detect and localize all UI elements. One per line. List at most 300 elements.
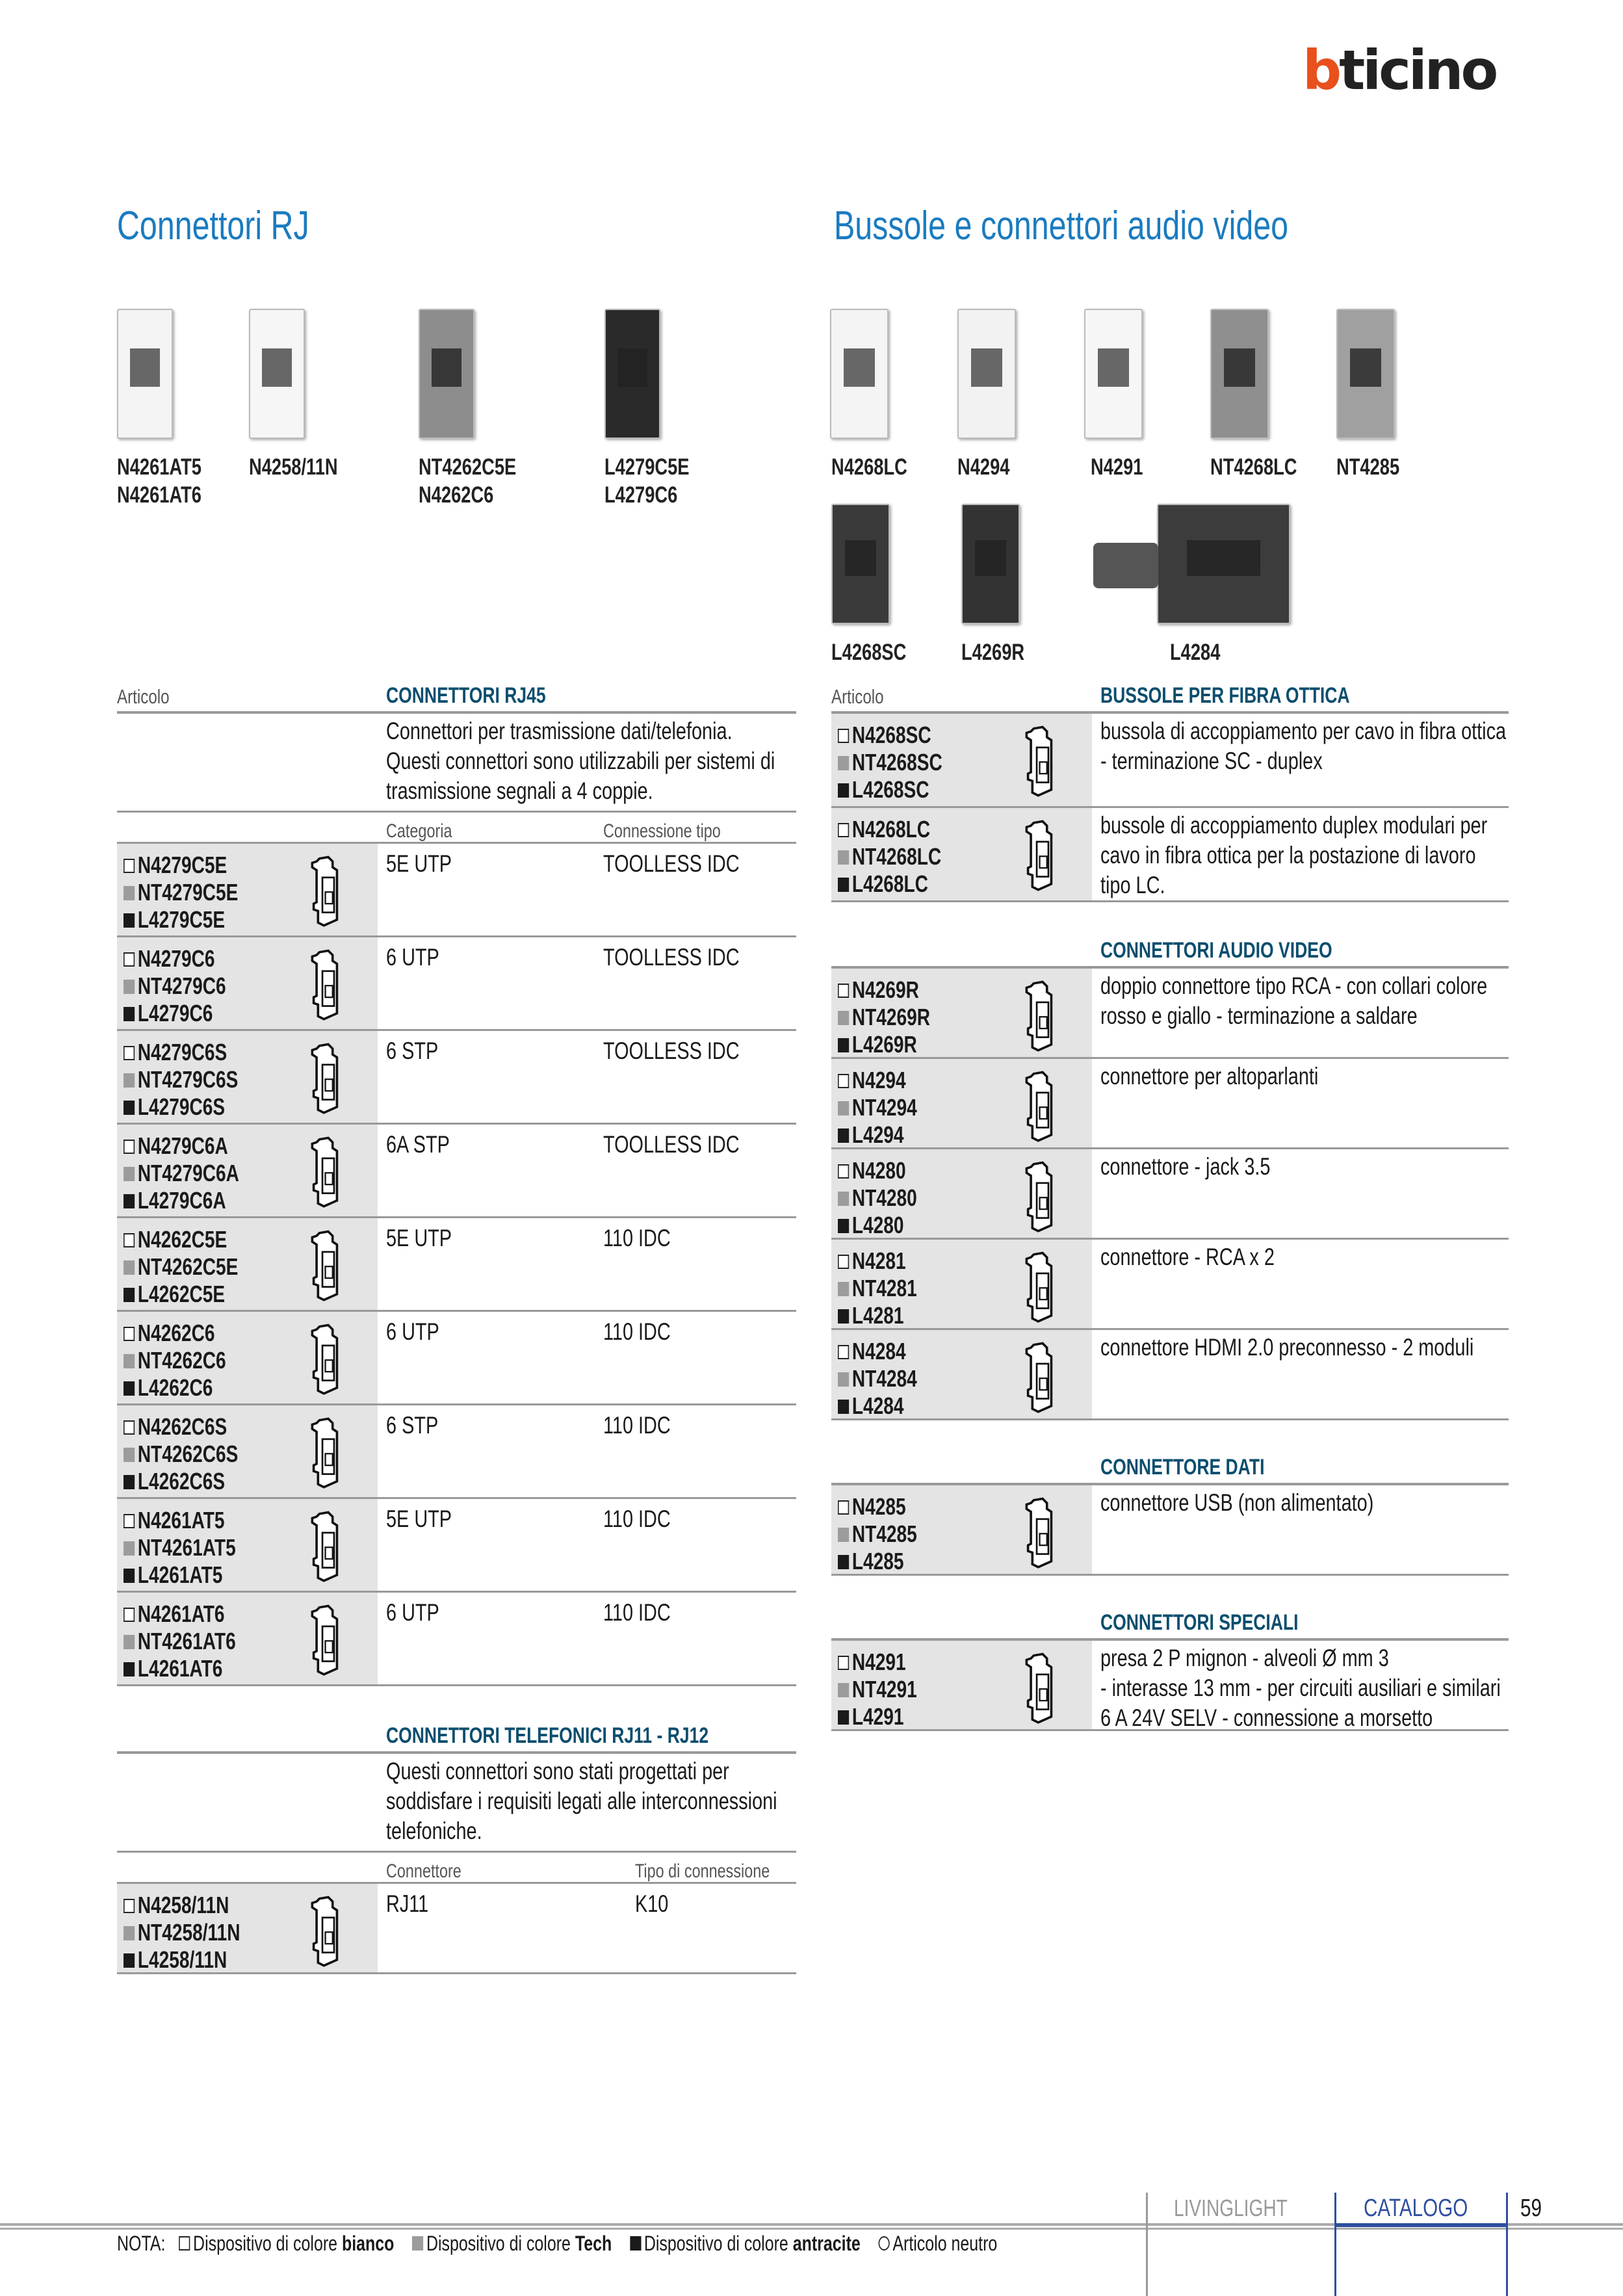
catalog-text: CATALOGO xyxy=(1364,2195,1468,2222)
product-code: N4261AT6 xyxy=(117,482,202,508)
product-code: NT4262C5E xyxy=(419,454,517,480)
connector-drawing-icon xyxy=(1013,818,1072,891)
color-swatch-icon xyxy=(838,1683,849,1697)
articolo-label: Articolo xyxy=(831,685,884,708)
legend-text: Dispositivo di colore xyxy=(193,2232,342,2255)
color-swatch-icon xyxy=(123,1354,135,1368)
description-line: rosso e giallo - terminazione a saldare xyxy=(1100,1002,1418,1029)
code-text: NT4284 xyxy=(851,1365,917,1392)
code-text: NT4279C5E xyxy=(137,879,239,906)
section-description xyxy=(117,1754,796,1853)
article-code xyxy=(838,1548,917,1575)
code-text: L4279C6A xyxy=(137,1187,226,1214)
color-swatch-icon xyxy=(838,756,849,770)
catalog-underline xyxy=(1334,2223,1508,2227)
color-swatch-icon xyxy=(838,1500,849,1515)
color-swatch-icon xyxy=(123,1420,135,1435)
connection-value: TOOLLESS IDC xyxy=(603,944,740,971)
section-header xyxy=(831,683,1509,714)
color-swatch-icon xyxy=(123,1140,135,1154)
color-swatch-icon xyxy=(123,1541,135,1556)
article-code xyxy=(838,722,942,749)
article-code xyxy=(838,1676,917,1703)
code-text: N4294 xyxy=(851,1067,906,1093)
article-code xyxy=(838,1004,930,1031)
code-text: L4261AT6 xyxy=(137,1655,223,1682)
code-text: N4268SC xyxy=(851,722,931,748)
article-code xyxy=(838,1184,917,1212)
white-swatch-icon xyxy=(179,2236,190,2250)
code-text: L4291 xyxy=(851,1703,904,1730)
description-line: connettore USB (non alimentato) xyxy=(1100,1489,1374,1516)
color-swatch-icon xyxy=(123,1662,135,1676)
article-code xyxy=(838,870,941,898)
left-section-title xyxy=(117,203,363,249)
color-swatch-icon xyxy=(838,1255,849,1269)
code-text: N4268LC xyxy=(851,816,931,842)
article-code xyxy=(838,1338,917,1365)
section-header xyxy=(117,683,796,714)
connection-value: 110 IDC xyxy=(603,1599,671,1626)
color-swatch-icon xyxy=(838,878,849,892)
article-code xyxy=(838,1649,917,1676)
table-row xyxy=(831,1330,1509,1420)
connector-drawing-icon xyxy=(299,948,357,1021)
code-text: N4284 xyxy=(851,1338,906,1364)
product-photo xyxy=(961,504,1020,624)
connection-value: K10 xyxy=(635,1890,669,1917)
color-swatch-icon xyxy=(123,1899,135,1913)
code-text: L4294 xyxy=(851,1121,904,1148)
color-swatch-icon xyxy=(123,1288,135,1302)
product-photo xyxy=(830,309,889,439)
article-code xyxy=(838,843,941,870)
code-text: NT4279C6S xyxy=(137,1066,239,1093)
article-code xyxy=(123,1534,236,1561)
legend-text: Articolo neutro xyxy=(892,2232,998,2255)
article-code xyxy=(123,906,238,933)
product-code: N4291 xyxy=(1091,454,1143,480)
description-line: bussola di accoppiamento per cavo in fibra ottica xyxy=(1100,718,1507,744)
description-line: connettore - jack 3.5 xyxy=(1100,1153,1271,1180)
code-text: L4280 xyxy=(851,1212,904,1238)
article-code xyxy=(838,749,942,776)
product-photo xyxy=(1157,504,1290,624)
connection-value: 110 IDC xyxy=(603,1506,671,1532)
description-line: Connettori per trasmissione dati/telefonia. xyxy=(386,718,733,744)
code-text: N4262C6 xyxy=(137,1320,215,1346)
article-code xyxy=(123,1039,238,1066)
column-header: Categoria xyxy=(386,820,452,842)
connection-value: 110 IDC xyxy=(603,1412,671,1439)
legend-bold: bianco xyxy=(341,2232,395,2255)
code-text: NT4262C6S xyxy=(137,1441,239,1467)
code-text: NT4268SC xyxy=(851,749,942,776)
article-code xyxy=(838,816,941,843)
code-text: N4261AT6 xyxy=(137,1600,225,1627)
right-section-title xyxy=(834,203,1416,249)
articolo-label: Articolo xyxy=(117,685,170,708)
product-code: L4279C6 xyxy=(604,482,678,508)
code-text: L4262C6 xyxy=(137,1374,213,1401)
product-photo xyxy=(1084,309,1143,439)
product-photo xyxy=(1336,309,1395,439)
article-code xyxy=(123,1507,236,1534)
code-text: L4279C6 xyxy=(137,1000,213,1026)
table-row xyxy=(117,1884,796,1974)
color-swatch-icon xyxy=(123,1046,135,1060)
code-text: NT4262C5E xyxy=(137,1253,239,1280)
product-code-label xyxy=(604,453,713,509)
color-swatch-icon xyxy=(123,1953,135,1968)
article-code xyxy=(123,1892,240,1919)
product-photo xyxy=(957,309,1016,439)
description-line: bussole di accoppiamento duplex modulari per xyxy=(1100,812,1488,839)
table-row xyxy=(831,1059,1509,1149)
article-code xyxy=(838,1275,917,1302)
table-row xyxy=(117,1405,796,1499)
color-swatch-icon xyxy=(123,1260,135,1275)
color-swatch-icon xyxy=(123,913,135,928)
description-line: - interasse 13 mm - per circuiti ausiliari e similari xyxy=(1100,1675,1501,1701)
color-swatch-icon xyxy=(838,1400,849,1414)
code-text: NT4261AT5 xyxy=(137,1534,236,1561)
section-title: CONNETTORE DATI xyxy=(1100,1455,1265,1480)
code-text: L4279C6S xyxy=(137,1093,226,1120)
code-text: L4268SC xyxy=(851,776,929,803)
article-code xyxy=(123,1226,238,1253)
product-code: N4294 xyxy=(957,454,1010,480)
article-code xyxy=(123,1561,236,1589)
article-code xyxy=(838,1247,917,1275)
code-text: NT4280 xyxy=(851,1184,917,1211)
description-line: cavo in fibra ottica per la postazione di lavoro xyxy=(1100,842,1476,868)
product-code-label xyxy=(117,453,226,509)
code-text: L4261AT5 xyxy=(137,1561,223,1588)
article-code xyxy=(838,776,942,803)
article-code xyxy=(838,1067,917,1094)
code-text: NT4281 xyxy=(851,1275,917,1301)
connection-value: 110 IDC xyxy=(603,1225,671,1251)
description-line: telefoniche. xyxy=(386,1818,482,1844)
page-number-text: 59 xyxy=(1520,2195,1542,2222)
column-headers xyxy=(117,1853,796,1884)
article-code xyxy=(123,1441,238,1468)
code-text: N4269R xyxy=(851,976,919,1003)
product-code-label xyxy=(1210,453,1321,481)
article-code xyxy=(838,1302,917,1329)
hdmi-cable-photo xyxy=(1093,543,1158,588)
code-text: L4268LC xyxy=(851,870,928,897)
article-code xyxy=(123,1628,236,1655)
code-text: N4291 xyxy=(851,1649,906,1675)
article-code xyxy=(838,1392,917,1420)
connection-value: TOOLLESS IDC xyxy=(603,1131,740,1158)
color-swatch-icon xyxy=(123,1327,135,1341)
column-header: Connettore xyxy=(386,1860,461,1882)
article-code xyxy=(123,1160,239,1187)
code-text: NT4279C6 xyxy=(137,972,226,999)
table-row xyxy=(117,1593,796,1686)
footer-separator xyxy=(1506,2193,1508,2296)
connection-value: TOOLLESS IDC xyxy=(603,850,740,877)
color-swatch-icon xyxy=(123,1448,135,1462)
code-text: NT4269R xyxy=(851,1004,931,1030)
article-code xyxy=(123,945,226,972)
article-code xyxy=(123,1600,236,1628)
table-row xyxy=(117,937,796,1031)
article-code xyxy=(123,852,238,879)
color-swatch-icon xyxy=(123,1381,135,1396)
color-swatch-icon xyxy=(123,1608,135,1622)
description-line: connettore - RCA x 2 xyxy=(1100,1244,1275,1270)
code-text: N4262C5E xyxy=(137,1226,227,1253)
color-swatch-icon xyxy=(123,1073,135,1088)
product-photo xyxy=(419,309,474,439)
code-text: NT4258/11N xyxy=(137,1919,240,1946)
article-code xyxy=(123,1655,236,1682)
article-code xyxy=(123,1281,238,1308)
color-swatch-icon xyxy=(123,1514,135,1528)
connector-drawing-icon xyxy=(1013,1496,1072,1569)
article-code xyxy=(123,972,226,1000)
color-swatch-icon xyxy=(123,1167,135,1181)
product-code-label xyxy=(961,638,1043,666)
product-code: N4258/11N xyxy=(249,454,338,480)
code-text: N4279C6A xyxy=(137,1132,228,1159)
livinglight-text: LIVINGLIGHT xyxy=(1174,2195,1288,2221)
product-code-label xyxy=(1170,638,1234,666)
description-line: connettore HDMI 2.0 preconnesso - 2 moduli xyxy=(1100,1334,1474,1361)
color-swatch-icon xyxy=(123,1569,135,1583)
code-text: NT4285 xyxy=(851,1520,917,1547)
connector-drawing-icon xyxy=(299,1509,357,1582)
neutral-circle-icon xyxy=(879,2236,890,2250)
connector-drawing-icon xyxy=(299,1894,357,1967)
connector-drawing-icon xyxy=(1013,1069,1072,1142)
connector-drawing-icon xyxy=(299,1603,357,1676)
color-swatch-icon xyxy=(838,1011,849,1025)
section-description xyxy=(117,714,796,813)
color-swatch-icon xyxy=(838,850,849,865)
color-swatch-icon xyxy=(838,1555,849,1569)
color-swatch-icon xyxy=(838,1528,849,1542)
category-value: 6 UTP xyxy=(386,1599,439,1626)
connector-drawing-icon xyxy=(299,1416,357,1489)
product-code: N4261AT5 xyxy=(117,454,202,480)
table-row xyxy=(831,1149,1509,1240)
table-row xyxy=(117,1125,796,1218)
description-line: tipo LC. xyxy=(1100,872,1165,898)
code-text: NT4262C6 xyxy=(137,1347,226,1374)
description-line: doppio connettore tipo RCA - con collari colore xyxy=(1100,972,1488,999)
column-header: Connessione tipo xyxy=(603,820,721,842)
article-code xyxy=(123,1000,226,1027)
article-code xyxy=(123,1374,226,1402)
product-photo xyxy=(831,504,890,624)
section-header xyxy=(831,938,1509,969)
audio-video-table xyxy=(831,683,1509,1731)
description-line: - terminazione SC - duplex xyxy=(1100,748,1323,774)
connector-drawing-icon xyxy=(299,1041,357,1114)
article-code xyxy=(838,1094,917,1121)
article-code xyxy=(838,1031,930,1058)
section-title: BUSSOLE PER FIBRA OTTICA xyxy=(1100,683,1350,708)
color-swatch-icon xyxy=(838,1038,849,1052)
article-code xyxy=(838,1157,917,1184)
description-line: Questi connettori sono stati progettati per xyxy=(386,1758,729,1784)
color-swatch-icon xyxy=(123,952,135,967)
catalog-label xyxy=(1364,2195,1498,2223)
article-code xyxy=(123,1093,238,1121)
product-code-label xyxy=(957,453,1024,481)
product-code: NT4268LC xyxy=(1210,454,1297,480)
code-text: N4285 xyxy=(851,1493,906,1520)
table-row xyxy=(117,1499,796,1593)
code-text: N4261AT5 xyxy=(137,1507,225,1533)
article-code xyxy=(123,1253,238,1281)
table-row xyxy=(117,1312,796,1405)
table-row xyxy=(831,1485,1509,1576)
table-row xyxy=(117,1031,796,1125)
color-swatch-icon xyxy=(838,1101,849,1115)
connector-drawing-icon xyxy=(299,1135,357,1208)
article-code xyxy=(838,1520,917,1548)
table-row xyxy=(831,969,1509,1059)
code-text: N4281 xyxy=(851,1247,906,1274)
section-header xyxy=(831,1610,1509,1641)
product-code-label xyxy=(831,638,928,666)
table-row xyxy=(831,1641,1509,1731)
product-photo xyxy=(117,309,173,439)
color-swatch-icon xyxy=(838,1710,849,1725)
article-code xyxy=(123,1946,240,1974)
legend-bold: antracite xyxy=(792,2232,861,2255)
column-headers xyxy=(117,813,796,844)
bticino-logo: bticino xyxy=(1303,38,1496,102)
description-line: 6 A 24V SELV - connessione a morsetto xyxy=(1100,1704,1433,1731)
article-code xyxy=(123,1187,239,1214)
section-title: CONNETTORI AUDIO VIDEO xyxy=(1100,938,1332,963)
product-photo xyxy=(604,309,660,439)
color-swatch-icon xyxy=(838,984,849,998)
connector-drawing-icon xyxy=(1013,1651,1072,1724)
section-header xyxy=(831,1455,1509,1485)
table-row xyxy=(117,1218,796,1312)
color-swatch-icon xyxy=(123,1007,135,1021)
article-code xyxy=(123,1066,238,1093)
tech-swatch-icon xyxy=(412,2236,423,2250)
table-row xyxy=(831,714,1509,808)
article-code xyxy=(838,1212,917,1239)
code-text: L4285 xyxy=(851,1548,904,1574)
color-swatch-icon xyxy=(838,783,849,798)
color-swatch-icon xyxy=(838,1128,849,1143)
code-text: N4279C5E xyxy=(137,852,227,878)
article-code xyxy=(838,1365,917,1392)
article-code xyxy=(123,1320,226,1347)
category-value: 6 STP xyxy=(386,1412,439,1439)
code-text: L4279C5E xyxy=(137,906,226,933)
color-swatch-icon xyxy=(838,823,849,837)
article-code xyxy=(838,1703,917,1730)
code-text: L4284 xyxy=(851,1392,904,1419)
color-swatch-icon xyxy=(123,980,135,994)
connector-drawing-icon xyxy=(1013,979,1072,1052)
color-swatch-icon xyxy=(838,729,849,743)
product-code: L4268SC xyxy=(831,640,907,665)
table-row xyxy=(117,844,796,937)
page-number xyxy=(1520,2195,1548,2223)
article-code xyxy=(838,1121,917,1149)
connector-drawing-icon xyxy=(1013,1160,1072,1233)
code-text: N4279C6S xyxy=(137,1039,227,1065)
code-text: L4258/11N xyxy=(137,1946,227,1973)
code-text: NT4261AT6 xyxy=(137,1628,236,1654)
antracite-swatch-icon xyxy=(630,2236,641,2250)
category-value: 5E UTP xyxy=(386,1225,452,1251)
code-text: NT4279C6A xyxy=(137,1160,239,1186)
color-swatch-icon xyxy=(123,1475,135,1489)
column-header: Tipo di connessione xyxy=(635,1860,770,1882)
connection-value: TOOLLESS IDC xyxy=(603,1037,740,1064)
livinglight-label xyxy=(1174,2195,1319,2222)
code-text: NT4291 xyxy=(851,1676,917,1702)
color-swatch-icon xyxy=(838,1282,849,1296)
section-header xyxy=(117,1723,796,1754)
code-text: L4281 xyxy=(851,1302,904,1329)
product-code-label xyxy=(1091,453,1158,481)
product-code-label xyxy=(831,453,929,481)
article-code xyxy=(123,1132,239,1160)
color-swatch-icon xyxy=(123,859,135,873)
color-swatch-icon xyxy=(838,1345,849,1359)
legend-text: Dispositivo di colore xyxy=(643,2232,793,2255)
color-swatch-icon xyxy=(123,1926,135,1940)
product-code: N4268LC xyxy=(831,454,907,480)
color-swatch-icon xyxy=(838,1074,849,1088)
article-code xyxy=(838,976,930,1004)
connector-drawing-icon xyxy=(299,1322,357,1395)
color-swatch-icon xyxy=(838,1192,849,1206)
code-text: L4269R xyxy=(851,1031,917,1058)
color-swatch-icon xyxy=(838,1164,849,1179)
legend-bold: Tech xyxy=(575,2232,612,2255)
article-code xyxy=(123,1919,240,1946)
code-text: L4262C6S xyxy=(137,1468,226,1494)
right-title-text: Bussole e connettori audio video xyxy=(834,203,1289,248)
description-line: soddisfare i requisiti legati alle interconnessioni xyxy=(386,1788,777,1814)
color-swatch-icon xyxy=(123,1194,135,1208)
product-code: L4279C5E xyxy=(604,454,690,480)
category-value: 6 UTP xyxy=(386,1318,439,1345)
category-value: 6 STP xyxy=(386,1037,439,1064)
article-code xyxy=(123,1413,238,1441)
color-swatch-icon xyxy=(123,1101,135,1115)
connector-drawing-icon xyxy=(1013,724,1072,797)
rj-connectors-table xyxy=(117,683,796,1974)
category-value: 5E UTP xyxy=(386,850,452,877)
code-text: L4262C5E xyxy=(137,1281,226,1307)
section-title: CONNETTORI RJ45 xyxy=(386,683,546,708)
footer-separator xyxy=(1334,2193,1336,2296)
product-code-label xyxy=(1336,453,1418,481)
connector-drawing-icon xyxy=(299,1229,357,1301)
description-line: connettore per altoparlanti xyxy=(1100,1063,1319,1089)
legend-text: Dispositivo di colore xyxy=(426,2232,575,2255)
connection-value: 110 IDC xyxy=(603,1318,671,1345)
color-legend xyxy=(117,2232,1245,2256)
